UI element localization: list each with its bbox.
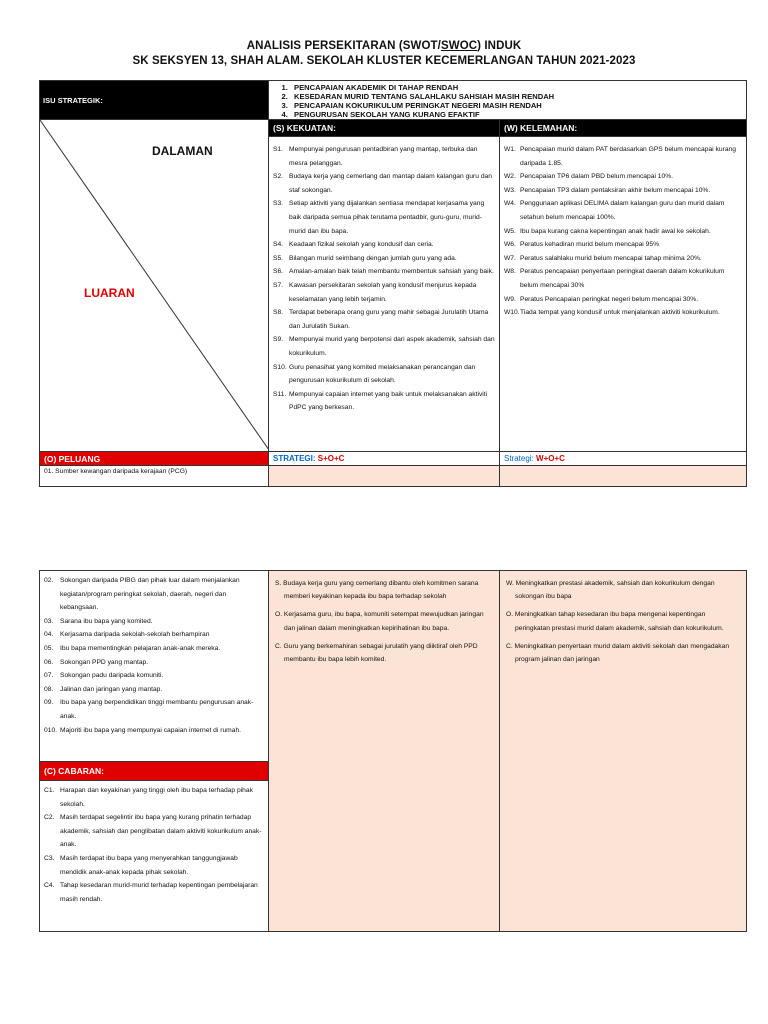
- peluang-item: 06. Sokongan PPD yang mantap.: [44, 658, 149, 666]
- peluang-cell: [40, 571, 269, 762]
- kelemahan-item: W8. Peratus pencapaian penyertaan peringkat daerah dalam kokurikulum belum mencapai 30%: [504, 268, 725, 289]
- kekuatan-item: S2. Budaya kerja yang cemerlang dan mantap dalam kalangan guru dan staf sokongan.: [273, 173, 492, 194]
- kelemahan-cell: [500, 137, 747, 452]
- isu-strategik-label: ISU STRATEGIK:: [40, 81, 269, 120]
- kekuatan-cell: [269, 137, 500, 452]
- kekuatan-item: S1. Mempunyai pengurusan pentadbiran yang mantap, terbuka dan mesra pelanggan.: [273, 146, 478, 167]
- kelemahan-item: W7. Peratus salahlaku murid belum mencapai tahap minima 20%.: [504, 254, 702, 262]
- kelemahan-item: W6. Peratus kehadiran murid belum mencapai 95%: [504, 241, 660, 249]
- dalaman-label: DALAMAN: [152, 144, 213, 158]
- cabaran-header: (C) CABARAN:: [40, 762, 269, 781]
- dalaman-luaran-cell: [40, 120, 269, 452]
- kekuatan-item: S11. Mempunyai capaian internet yang baik untuk melaksanakan aktiviti PdPC yang berkesan.: [273, 390, 488, 412]
- kelemahan-item: W4. Penggunaan aplikasi DELIMA dalam kalangan guru dan murid dalam setahun belum mencapai 100%.: [504, 200, 725, 221]
- strategi-so-item: O. Kerjasama guru, ibu bapa, komuniti setempat mewujudkan jaringan dan jalinan dalam meningkatkan kepirihatinan ibu bapa.: [275, 611, 484, 632]
- peluang-item: 09. Ibu bapa yang berpendidikan tinggi membantu pengurusan anak-anak.: [44, 699, 254, 720]
- kekuatan-item: S8. Terdapat beberapa orang guru yang mahir sebagai Jurulatih Utama dan Jurulatih Sukan.: [273, 309, 489, 330]
- strategi-wo-item: C. Meningkatkan penyertaan murid dalam aktiviti sekolah dan mengadakan program jalinan dan jaringan: [506, 642, 730, 664]
- kekuatan-item: S4. Keadaan fizikal sekolah yang kondusif dan ceria.: [273, 241, 434, 249]
- cabaran-item: C3. Masih terdapat ibu bapa yang menyerahkan tanggungjawab mendidik anak-anak kepada pihak sekolah.: [44, 854, 238, 876]
- strategi-wo-cell: [500, 571, 747, 932]
- kekuatan-item: S7. Kawasan persekitaran sekolah yang kondusif menjurus kepada keselamatan yang lebih terjamin.: [273, 281, 477, 303]
- strategi-so-cell-top: [269, 466, 500, 487]
- cabaran-list: [40, 781, 268, 908]
- kelemahan-list: [500, 137, 746, 322]
- kekuatan-list: [269, 137, 499, 417]
- diagonal-divider: [40, 120, 269, 450]
- swot-table-top: [39, 80, 747, 487]
- isu-item: 2. KESEDARAN MURID TENTANG SALAHLAKU SAHSIAH MASIH RENDAH: [290, 92, 746, 101]
- peluang-item: 04. Kerjasama daripada sekolah-sekolah berhampiran: [44, 631, 210, 639]
- kekuatan-item: S10. Guru penasihat yang komited melaksanakan perancangan dan pengurusan kokurikulum di sekolah.: [273, 363, 476, 385]
- cabaran-item: C4. Tahap kesedaran murid-murid terhadap kepentingan pembelajaran masih rendah.: [44, 882, 258, 903]
- kelemahan-item: W5. Ibu bapa kurang cakna kepentingan anak hadir awal ke sekolah.: [504, 227, 711, 235]
- kekuatan-item: S6. Amalan-amalan baik telah membantu membentuk sahsiah yang baik.: [273, 268, 494, 276]
- strategi-wo-item: O. Meningkatkan tahap kesedaran ibu bapa mengenai kepentingan peringkatan prestasi murid dalam akademik, sahsiah dan kokurikulum.: [506, 611, 724, 632]
- peluang-item: 02. Sokongan daripada PIBG dan pihak luar dalam menjalankan kegiatan/program peringkat sekolah, daerah, negeri dan kebangsaan.: [44, 577, 240, 612]
- strategi-wo-item: W. Meningkatkan prestasi akademik, sahsiah dan kokurikulum dengan sokongan ibu bapa: [506, 580, 715, 601]
- isu-item: 3. PENCAPAIAN KOKURIKULUM PERINGKAT NEGERI MASIH RENDAH: [290, 101, 746, 110]
- strategi-wo-list: [500, 571, 746, 666]
- kelemahan-item: W1. Pencapaian murid dalam PAT berdasarkan GPS belum mencapai kurang daripada 1.85.: [504, 146, 736, 167]
- strategi-so-cell: [269, 571, 500, 932]
- document-subtitle: SK SEKSYEN 13, SHAH ALAM. SEKOLAH KLUSTER KECEMERLANGAN TAHUN 2021-2023: [132, 55, 636, 67]
- strategi-so-item: S. Budaya kerja guru yang cemerlang dibantu oleh komitmen sarana memberi keyakinan kepada ibu bapa terhadap sekolah: [275, 580, 479, 601]
- kelemahan-item: W9. Peratus Pencapaian peringkat negeri belum mencapai 30%.: [504, 295, 699, 303]
- luaran-label: LUARAN: [84, 286, 135, 300]
- strategi-so-list: [269, 571, 499, 666]
- cabaran-cell: [40, 781, 269, 932]
- isu-strategik-list: [269, 81, 747, 120]
- strategi-so-header: STRATEGI: S+O+C: [269, 452, 500, 466]
- strategi-wo-cell-top: [500, 466, 747, 487]
- cabaran-item: C1. Harapan dan keyakinan yang tinggi oleh ibu bapa terhadap pihak sekolah.: [44, 787, 253, 808]
- peluang-list: [40, 571, 268, 739]
- strategi-wo-header: Strategi: W+O+C: [500, 452, 747, 466]
- peluang-item: 05. Ibu bapa mementingkan pelajaran anak-anak mereka.: [44, 644, 221, 652]
- kekuatan-header: (S) KEKUATAN:: [269, 120, 500, 137]
- isu-item: 4. PENGURUSAN SEKOLAH YANG KURANG EFAKTIF: [290, 110, 746, 119]
- cabaran-item: C2. Masih terdapat segelintir ibu bapa yang kurang prihatin terhadap akademik, sahsiah dan penglibatan dalam aktiviti kokurikulum anak-anak.: [44, 814, 262, 849]
- kekuatan-item: S5. Bilangan murid seimbang dengan jumlah guru yang ada.: [273, 254, 457, 262]
- kelemahan-item: W10.Tiada tempat yang kondusif untuk menjalankan aktiviti kokurikulum.: [504, 309, 720, 317]
- kekuatan-item: S9. Mempunyai murid yang berpotensi dari aspek akademik, sahsiah dan kokurikulum.: [273, 336, 495, 357]
- swot-table-bottom: [39, 570, 747, 932]
- document-title: ANALISIS PERSEKITARAN (SWOT/SWOC) INDUK: [246, 40, 522, 52]
- peluang-item: 08. Jalinan dan jaringan yang mantap.: [44, 685, 163, 693]
- peluang-item: 03. Sarana ibu bapa yang komited.: [44, 617, 153, 625]
- peluang-header: (O) PELUANG: [40, 452, 269, 466]
- peluang-item: 07. Sokongan padu daripada komuniti.: [44, 672, 164, 680]
- kelemahan-item: W3. Pencapaian TP3 dalam pentaksiran akhir belum mencapai 10%.: [504, 186, 711, 194]
- peluang-item: 010. Majoriti ibu bapa yang mempunyai capaian internet di rumah.: [44, 726, 242, 734]
- kelemahan-header: (W) KELEMAHAN:: [500, 120, 747, 137]
- isu-item: 1. PENCAPAIAN AKADEMIK DI TAHAP RENDAH: [290, 83, 746, 92]
- strategi-so-item: C. Guru yang berkemahiran sebagai jurulatih yang diiktiraf oleh PPD membantu ibu bapa lebih komited.: [275, 642, 478, 664]
- peluang-item-o1: 01. Sumber kewangan daripada kerajaan (PCG): [40, 466, 269, 487]
- kelemahan-item: W2. Pencapaian TP6 dalam PBD belum mencapai 10%.: [504, 173, 674, 181]
- kekuatan-item: S3. Setiap aktiviti yang dijalankan sentiasa mendapat kerjasama yang baik daripada semua pihak terutama pentadbir, guru-guru, murid-murid dan ibu bapa.: [273, 200, 485, 235]
